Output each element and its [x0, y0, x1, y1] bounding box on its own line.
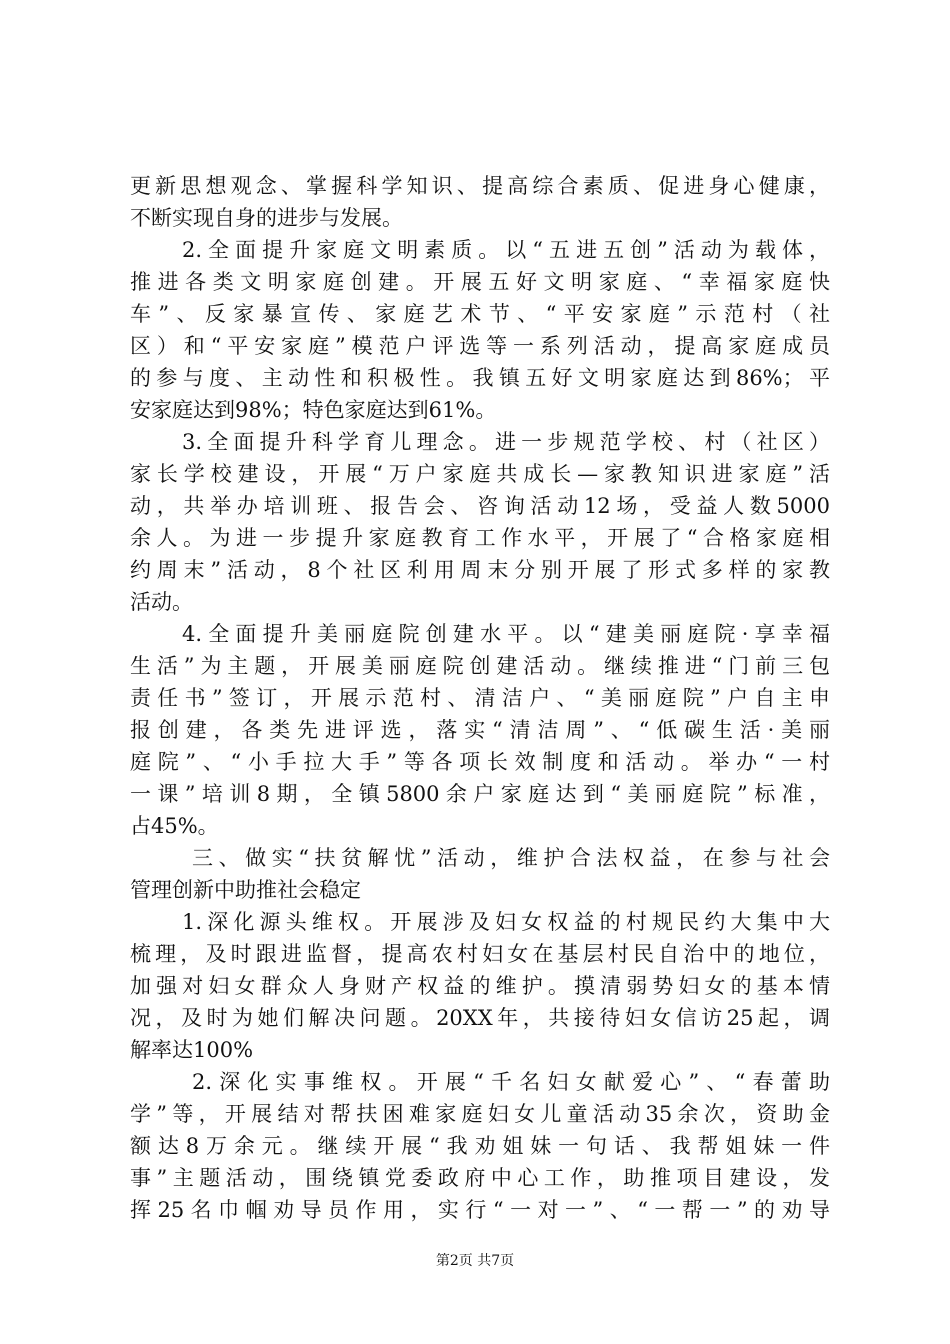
text-line: 更新思想观念、掌握科学知识、提高综合素质、促进身心健康，: [130, 174, 830, 198]
text-line: 生活”为主题，开展美丽庭院创建活动。继续推进“门前三包: [130, 654, 830, 678]
text-line: 3.全面提升科学育儿理念。进一步规范学校、村（社区）: [182, 430, 830, 454]
text-line: 不断实现自身的进步与发展。: [130, 206, 403, 230]
text-line: 挥25名巾帼劝导员作用，实行“一对一”、“一帮一”的劝导: [130, 1198, 830, 1222]
text-line: 三、做实“扶贫解忧”活动，维护合法权益，在参与社会: [192, 846, 830, 870]
text-line: 学”等，开展结对帮扶困难家庭妇女儿童活动35余次，资助金: [130, 1102, 830, 1126]
document-body: [130, 170, 830, 1226]
page-footer: 第2页 共7页: [435, 1253, 515, 1269]
text-line: 况，及时为她们解决问题。20XX年，共接待妇女信访25起，调: [130, 1006, 830, 1030]
text-line: 家长学校建设，开展“万户家庭共成长—家教知识进家庭”活: [130, 462, 830, 486]
text-line: 加强对妇女群众人身财产权益的维护。摸清弱势妇女的基本情: [130, 974, 830, 998]
text-line: 占45%。: [130, 814, 219, 838]
text-line: 责任书”签订，开展示范村、清洁户、“美丽庭院”户自主申: [130, 686, 830, 710]
text-line: 庭院”、“小手拉大手”等各项长效制度和活动。举办“一村: [130, 750, 830, 774]
text-line: 安家庭达到98%；特色家庭达到61%。: [130, 398, 497, 422]
text-line: 解率达100%: [130, 1038, 254, 1062]
text-line: 梳理，及时跟进监督，提高农村妇女在基层村民自治中的地位，: [130, 942, 830, 966]
text-line: 一课”培训8期，全镇5800余户家庭达到“美丽庭院”标准，: [130, 782, 830, 806]
text-line: 推进各类文明家庭创建。开展五好文明家庭、“幸福家庭快: [130, 270, 830, 294]
text-line: 车”、反家暴宣传、家庭艺术节、“平安家庭”示范村（社: [130, 302, 830, 326]
text-line: 额达8万余元。继续开展“我劝姐妹一句话、我帮姐妹一件: [130, 1134, 830, 1158]
text-line: 事”主题活动，围绕镇党委政府中心工作，助推项目建设，发: [130, 1166, 830, 1190]
text-line: 动，共举办培训班、报告会、咨询活动12场，受益人数5000: [130, 494, 830, 518]
text-line: 余人。为进一步提升家庭教育工作水平，开展了“合格家庭相: [130, 526, 830, 550]
text-line: 约周末”活动，8个社区利用周末分别开展了形式多样的家教: [130, 558, 830, 582]
text-line: 活动。: [130, 590, 193, 614]
text-line: 2.全面提升家庭文明素质。以“五进五创”活动为载体，: [182, 238, 830, 262]
text-line: 4.全面提升美丽庭院创建水平。以“建美丽庭院·享幸福: [182, 622, 830, 646]
text-line: 2.深化实事维权。开展“千名妇女献爱心”、“春蕾助: [192, 1070, 830, 1094]
text-line: 报创建，各类先进评选，落实“清洁周”、“低碳生活·美丽: [130, 718, 830, 742]
text-line: 管理创新中助推社会稳定: [130, 878, 361, 902]
text-line: 的参与度、主动性和积极性。我镇五好文明家庭达到86%；平: [130, 366, 830, 390]
text-line: 1.深化源头维权。开展涉及妇女权益的村规民约大集中大: [182, 910, 830, 934]
text-line: 区）和“平安家庭”模范户评选等一系列活动，提高家庭成员: [130, 334, 830, 358]
